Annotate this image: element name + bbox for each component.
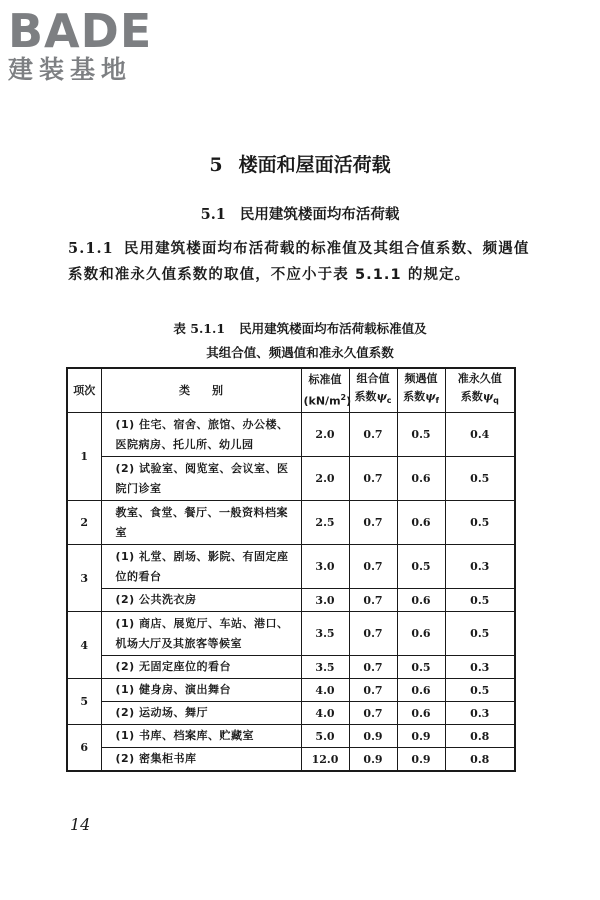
chapter-heading: [0, 150, 600, 177]
frequent-factor-cell: 0.6: [397, 679, 445, 702]
frequent-factor-cell: 0.6: [397, 612, 445, 656]
frequent-factor-cell: 0.6: [397, 589, 445, 612]
frequent-factor-cell: 0.6: [397, 702, 445, 725]
table-number: 表 5.1.1: [173, 321, 226, 336]
item-number: 5: [67, 679, 101, 725]
combination-factor-cell: 0.7: [349, 413, 397, 457]
header-quasi-label: 准永久值: [457, 372, 502, 386]
quasi-permanent-factor-cell: 0.5: [445, 589, 515, 612]
combination-factor-cell: 0.7: [349, 545, 397, 589]
table-row: [67, 545, 515, 589]
header-combination-factor: [349, 368, 397, 413]
brand-logo: [8, 4, 178, 88]
category-cell: (1) 住宅、宿舍、旅馆、办公楼、医院病房、托儿所、幼儿园: [101, 413, 301, 457]
header-quasi-coef: 系数: [460, 390, 483, 404]
standard-value-cell: 2.5: [301, 501, 349, 545]
header-std-unit-exp: 2: [340, 392, 347, 402]
chapter-title: 楼面和屋面活荷载: [238, 154, 391, 176]
combination-factor-cell: 0.7: [349, 457, 397, 501]
combination-factor-cell: 0.7: [349, 612, 397, 656]
header-freq-label: 频遇值: [404, 372, 438, 386]
category-cell: (2) 公共洗衣房: [101, 589, 301, 612]
header-quasi-symbol: ψ: [482, 390, 494, 404]
standard-value-cell: 4.0: [301, 679, 349, 702]
combination-factor-cell: 0.7: [349, 589, 397, 612]
header-freq-coef: 系数: [403, 390, 426, 404]
header-std-label: 标准值: [308, 372, 342, 386]
category-cell: (1) 健身房、演出舞台: [101, 679, 301, 702]
quasi-permanent-factor-cell: 0.8: [445, 748, 515, 772]
table-row: [67, 725, 515, 748]
logo-brand: BADE: [8, 4, 153, 58]
combination-factor-cell: 0.7: [349, 501, 397, 545]
table-row: [67, 748, 515, 772]
category-cell: (2) 密集柜书库: [101, 748, 301, 772]
table-row: [67, 702, 515, 725]
header-comb-sub: c: [386, 396, 392, 406]
frequent-factor-cell: 0.6: [397, 501, 445, 545]
quasi-permanent-factor-cell: 0.4: [445, 413, 515, 457]
section-heading: [0, 203, 600, 224]
frequent-factor-cell: 0.9: [397, 725, 445, 748]
clause-number: 5.1.1: [68, 240, 114, 257]
section-number: 5.1: [200, 206, 226, 223]
category-cell: (1) 礼堂、剧场、影院、有固定座位的看台: [101, 545, 301, 589]
category-cell: (2) 运动场、舞厅: [101, 702, 301, 725]
standard-value-cell: 5.0: [301, 725, 349, 748]
header-std-unit: (kN/m: [303, 394, 341, 408]
table-caption-line1: [0, 319, 600, 337]
header-quasi-permanent-factor: [445, 368, 515, 413]
combination-factor-cell: 0.7: [349, 679, 397, 702]
category-cell: (2) 试验室、阅览室、会议室、医院门诊室: [101, 457, 301, 501]
quasi-permanent-factor-cell: 0.5: [445, 679, 515, 702]
item-number: 2: [67, 501, 101, 545]
chapter-number: 5: [209, 154, 223, 176]
table-row: [67, 679, 515, 702]
table-caption-text1: 民用建筑楼面均布活荷载标准值及: [239, 321, 427, 336]
standard-value-cell: 3.0: [301, 545, 349, 589]
page-number: 14: [70, 815, 91, 834]
category-cell: (1) 书库、档案库、贮藏室: [101, 725, 301, 748]
table-row: [67, 656, 515, 679]
table-row: [67, 612, 515, 656]
header-freq-symbol: ψ: [425, 390, 436, 404]
quasi-permanent-factor-cell: 0.5: [445, 501, 515, 545]
header-comb-coef: 系数: [354, 390, 377, 404]
item-number: 6: [67, 725, 101, 772]
item-number: 4: [67, 612, 101, 679]
frequent-factor-cell: 0.5: [397, 656, 445, 679]
quasi-permanent-factor-cell: 0.3: [445, 545, 515, 589]
table-row: [67, 501, 515, 545]
standard-value-cell: 12.0: [301, 748, 349, 772]
header-category: 类 别: [101, 368, 301, 413]
quasi-permanent-factor-cell: 0.8: [445, 725, 515, 748]
standard-value-cell: 3.5: [301, 656, 349, 679]
clause-text: 民用建筑楼面均布活荷载的标准值及其组合值系数、频遇值系数和准永久值系数的取值，不应小于表 5.1.1 的规定。: [68, 241, 530, 283]
combination-factor-cell: 0.9: [349, 748, 397, 772]
section-title: 民用建筑楼面均布活荷载: [239, 207, 400, 223]
live-load-table: [66, 367, 516, 772]
frequent-factor-cell: 0.9: [397, 748, 445, 772]
standard-value-cell: 3.5: [301, 612, 349, 656]
category-cell: (1) 商店、展览厅、车站、港口、机场大厅及其旅客等候室: [101, 612, 301, 656]
header-frequent-factor: [397, 368, 445, 413]
standard-value-cell: 3.0: [301, 589, 349, 612]
category-cell: (2) 无固定座位的看台: [101, 656, 301, 679]
header-comb-label: 组合值: [356, 372, 390, 386]
header-standard-value: [301, 368, 352, 413]
standard-value-cell: 2.0: [301, 413, 349, 457]
frequent-factor-cell: 0.6: [397, 457, 445, 501]
header-comb-symbol: ψ: [376, 390, 387, 404]
table-header-row: [67, 368, 515, 413]
table-row: [67, 589, 515, 612]
combination-factor-cell: 0.7: [349, 702, 397, 725]
combination-factor-cell: 0.7: [349, 656, 397, 679]
table-row: [67, 457, 515, 501]
frequent-factor-cell: 0.5: [397, 545, 445, 589]
header-std-unit-close: ): [346, 394, 352, 408]
clause-paragraph: [68, 236, 538, 288]
table-caption-line2: 其组合值、频遇值和准永久值系数: [206, 345, 394, 360]
item-number: 3: [67, 545, 101, 612]
category-cell: 教室、食堂、餐厅、一般资料档案室: [101, 501, 301, 545]
combination-factor-cell: 0.9: [349, 725, 397, 748]
quasi-permanent-factor-cell: 0.5: [445, 612, 515, 656]
header-freq-sub: f: [435, 396, 439, 406]
quasi-permanent-factor-cell: 0.5: [445, 457, 515, 501]
header-item: 项次: [67, 368, 101, 413]
logo-subtitle: 建装基地: [8, 55, 133, 84]
standard-value-cell: 4.0: [301, 702, 349, 725]
quasi-permanent-factor-cell: 0.3: [445, 656, 515, 679]
standard-value-cell: 2.0: [301, 457, 349, 501]
table-row: [67, 413, 515, 457]
frequent-factor-cell: 0.5: [397, 413, 445, 457]
quasi-permanent-factor-cell: 0.3: [445, 702, 515, 725]
header-quasi-sub: q: [493, 396, 499, 406]
item-number: 1: [67, 413, 101, 501]
